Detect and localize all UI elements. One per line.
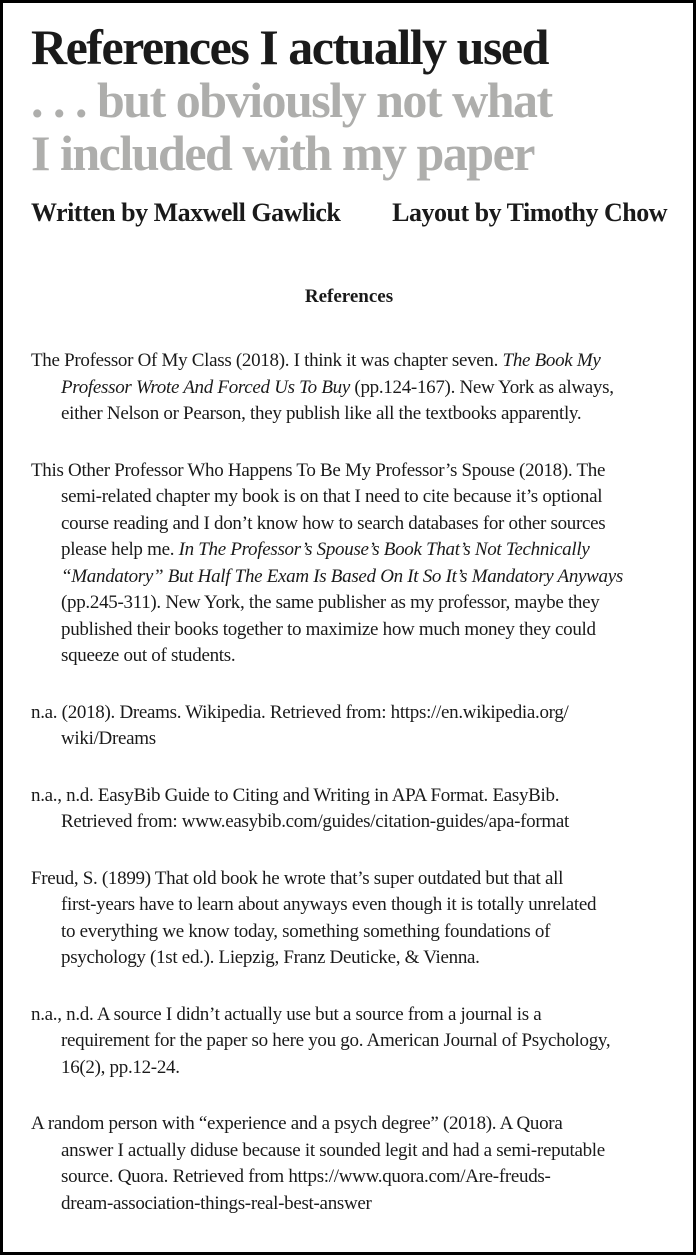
citation-title-italic: In The Professor’s Spouse’s Book That’s Not Technically <box>178 539 590 560</box>
reference-line <box>31 564 667 591</box>
references-list <box>31 348 667 1217</box>
citation-text: please help me. <box>61 539 179 560</box>
reference-line <box>31 458 667 485</box>
citation-text: Freud, S. (1899) That old book he wrote that’s super outdated but that all <box>31 867 564 889</box>
citation-title-italic: “Mandatory” But Half The Exam Is Based On It So It’s Mandatory Anyways <box>61 565 623 587</box>
citation-text: A random person with “experience and a psych degree” (2018). A Quora <box>31 1113 563 1134</box>
reference-line <box>31 809 667 836</box>
reference-line <box>31 643 667 670</box>
citation-text: answer I actually diduse because it sounded legit and had a semi-reputable <box>61 1139 605 1161</box>
byline-layout: Layout by Timothy Chow <box>392 198 667 227</box>
citation-title-italic: Professor Wrote And Forced Us To Buy <box>61 376 350 398</box>
citation-text: n.a., n.d. EasyBib Guide to Citing and Writing in APA Format. EasyBib. <box>31 784 560 806</box>
citation-text: psychology (1st ed.). Liepzig, Franz Deuticke, & Vienna. <box>61 947 480 968</box>
citation-text: (pp.245-311). New York, the same publisher as my professor, maybe they <box>61 592 600 613</box>
citation-text: 16(2), pp.12-24. <box>61 1056 180 1078</box>
reference-line <box>31 1191 667 1218</box>
citation-text: to everything we know today, something something foundations of <box>61 920 551 942</box>
reference-entry <box>31 458 667 670</box>
reference-line <box>31 1138 667 1165</box>
citation-text: first-years have to learn about anyways even though it is totally unrelated <box>61 894 597 915</box>
reference-line <box>31 1055 667 1082</box>
citation-text: either Nelson or Pearson, they publish like all the textbooks apparently. <box>61 403 582 424</box>
reference-entry <box>31 1002 667 1082</box>
reference-entry <box>31 1111 667 1217</box>
reference-line <box>31 348 667 375</box>
reference-line <box>31 1002 667 1029</box>
byline-author: Written by Maxwell Gawlick <box>31 198 341 227</box>
byline <box>31 196 667 230</box>
reference-entry <box>31 348 667 428</box>
reference-line <box>31 700 667 727</box>
citation-text: squeeze out of students. <box>61 645 236 666</box>
reference-line <box>31 945 667 972</box>
citation-text: published their books together to maximize how much money they could <box>61 618 596 640</box>
citation-text: source. Quora. Retrieved from https://www.quora.com/Are-freuds- <box>61 1166 551 1187</box>
title-block <box>31 21 667 180</box>
reference-line <box>31 1111 667 1138</box>
citation-title-italic: The Book My <box>502 350 601 371</box>
reference-line <box>31 726 667 753</box>
citation-text: wiki/Dreams <box>61 728 156 749</box>
reference-entry <box>31 783 667 836</box>
page-subtitle-line-2: I included with my paper <box>31 125 534 181</box>
page-title: References I actually used <box>31 19 548 75</box>
reference-line <box>31 1028 667 1055</box>
reference-entry <box>31 866 667 972</box>
citation-text: dream-association-things-real-best-answer <box>61 1192 372 1214</box>
citation-text: (pp.124-167). New York as always, <box>349 376 614 398</box>
reference-line <box>31 617 667 644</box>
reference-line <box>31 590 667 617</box>
citation-text: The Professor Of My Class (2018). I think it was chapter seven. <box>31 350 503 371</box>
reference-line <box>31 401 667 428</box>
reference-entry <box>31 700 667 753</box>
reference-line <box>31 537 667 564</box>
references-heading: References <box>304 286 394 307</box>
citation-text: n.a. (2018). Dreams. Wikipedia. Retrieved from: https://en.wikipedia.org/ <box>31 701 569 723</box>
reference-line <box>31 892 667 919</box>
citation-text: course reading and I don’t know how to search databases for other sources <box>61 512 606 534</box>
citation-text: This Other Professor Who Happens To Be My Professor’s Spouse (2018). The <box>31 459 606 481</box>
reference-line <box>31 919 667 946</box>
page-subtitle-line-1: . . . but obviously not what <box>31 72 552 128</box>
citation-text: semi-related chapter my book is on that I need to cite because it’s optional <box>61 486 603 507</box>
reference-line <box>31 783 667 810</box>
reference-line <box>31 484 667 511</box>
citation-text: requirement for the paper so here you go. American Journal of Psychology, <box>61 1030 611 1051</box>
citation-text: Retrieved from: www.easybib.com/guides/citation-guides/apa-format <box>61 811 569 832</box>
reference-line <box>31 866 667 893</box>
reference-line <box>31 375 667 402</box>
reference-line <box>31 1164 667 1191</box>
citation-text: n.a., n.d. A source I didn’t actually use but a source from a journal is a <box>31 1003 542 1025</box>
reference-line <box>31 511 667 538</box>
